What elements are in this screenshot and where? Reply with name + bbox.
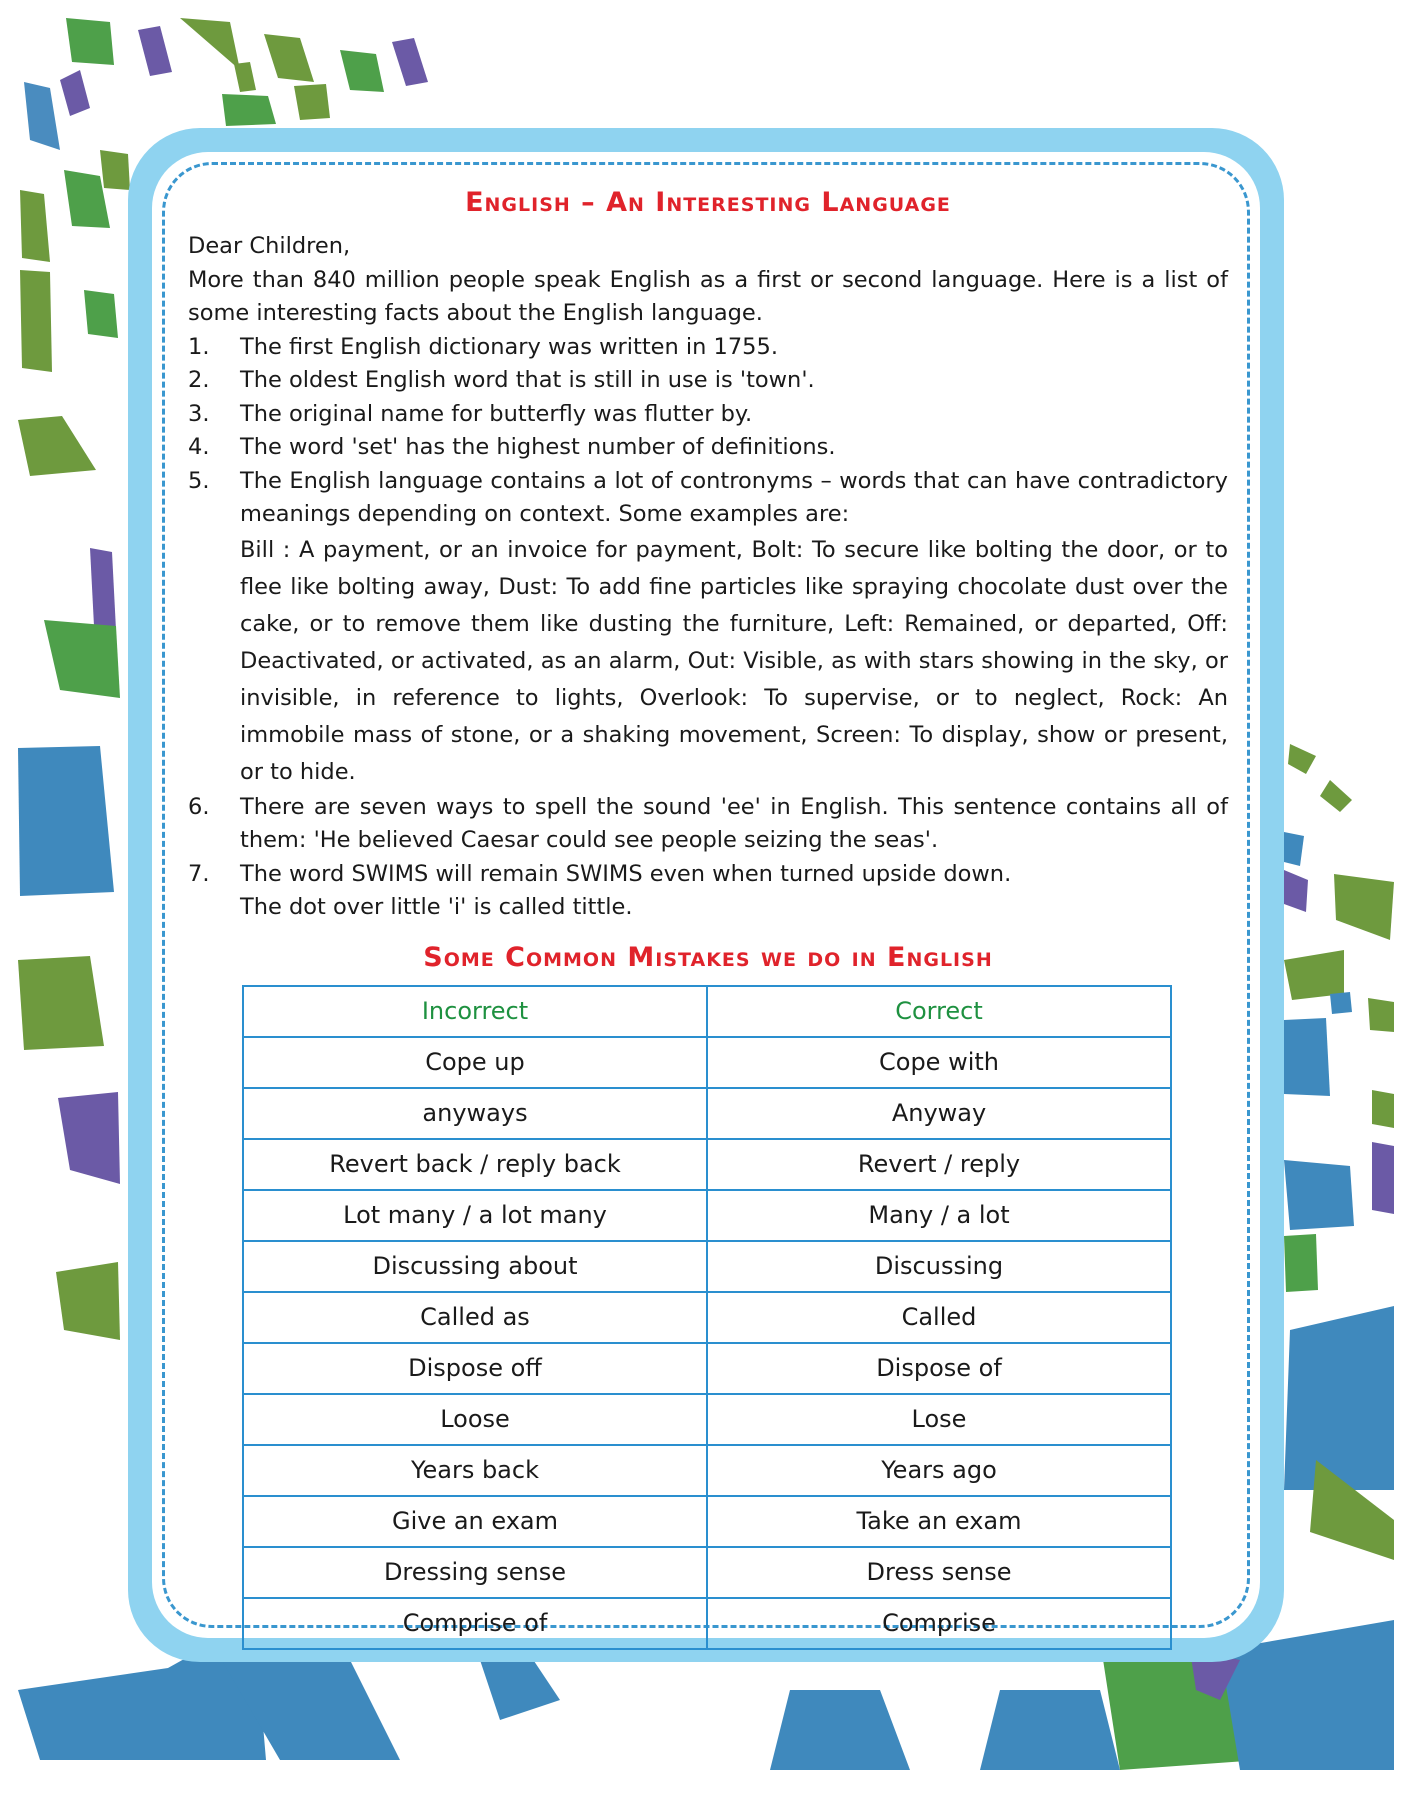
correct-cell: Called	[707, 1292, 1171, 1343]
incorrect-cell: Comprise of	[243, 1598, 707, 1649]
table-row	[243, 1037, 1171, 1088]
incorrect-cell: Loose	[243, 1394, 707, 1445]
incorrect-cell: Give an exam	[243, 1496, 707, 1547]
fact-number: 4.	[188, 434, 210, 460]
fact-number: 7.	[188, 860, 210, 887]
contronyms-examples: Bill : A payment, or an invoice for payment, Bolt: To secure like bolting the door, or to flee like bolting away, Dust: To add fine particles like spraying chocolate dust over the cake, or to remove them like dusting the furniture, Left: Remained, or departed, Off: Deactivated, or activated, as an alarm, Out: Visible, as with stars showing in the sky, or invisible, in reference to lights, Overlook: To supervise, or to neglect, Rock: An immobile mass of stone, or a shaking movement, Screen: To display, show or present, or to hide.	[240, 536, 1228, 785]
incorrect-cell: Revert back / reply back	[243, 1139, 707, 1190]
table-header-row	[243, 986, 1171, 1037]
incorrect-cell: Discussing about	[243, 1241, 707, 1292]
fact-text: The word SWIMS will remain SWIMS even when turned upside down.	[240, 860, 1012, 887]
incorrect-cell: Years back	[243, 1445, 707, 1496]
fact-item	[188, 858, 1228, 892]
fact-number: 3.	[188, 400, 210, 427]
table-row	[243, 1139, 1171, 1190]
correct-cell: Many / a lot	[707, 1190, 1171, 1241]
incorrect-cell: anyways	[243, 1088, 707, 1139]
fact-item	[188, 791, 1228, 858]
fact-number: 2.	[188, 367, 210, 393]
incorrect-cell: Called as	[243, 1292, 707, 1343]
table-row	[243, 1088, 1171, 1139]
correct-cell: Cope with	[707, 1037, 1171, 1088]
extra-fact: The dot over little 'i' is called tittle.	[240, 894, 633, 920]
table-row	[243, 1343, 1171, 1394]
fact-number: 6.	[188, 793, 210, 820]
fact-item	[188, 465, 1228, 532]
fact-number: 1.	[188, 333, 210, 360]
fact-text: The oldest English word that is still in use is 'town'.	[240, 367, 815, 393]
fact-item	[188, 364, 1228, 398]
correct-cell: Revert / reply	[707, 1139, 1171, 1190]
mistakes-title: Some Common Mistakes we do in English	[423, 941, 993, 973]
card-inner	[152, 152, 1260, 1638]
correct-cell: Years ago	[707, 1445, 1171, 1496]
table-row	[243, 1496, 1171, 1547]
content-card	[128, 128, 1284, 1662]
fact-item	[188, 431, 1228, 465]
table-row	[243, 1547, 1171, 1598]
incorrect-cell: Cope up	[243, 1037, 707, 1088]
correct-cell: Lose	[707, 1394, 1171, 1445]
card-content	[188, 186, 1228, 1650]
fact-text: There are seven ways to spell the sound 'ee' in English. This sentence contains all of them: 'He believed Caesar could see people seizing the seas'.	[240, 793, 1228, 853]
table-row	[243, 1190, 1171, 1241]
table-row	[243, 1241, 1171, 1292]
incorrect-cell: Lot many / a lot many	[243, 1190, 707, 1241]
correct-cell: Take an exam	[707, 1496, 1171, 1547]
fact-number: 5.	[188, 467, 210, 494]
fact-text: The first English dictionary was written in 1755.	[240, 333, 778, 360]
correct-cell: Comprise	[707, 1598, 1171, 1649]
incorrect-cell: Dressing sense	[243, 1547, 707, 1598]
table-row	[243, 1445, 1171, 1496]
table-row	[243, 1598, 1171, 1649]
page-title: English – An Interesting Language	[465, 187, 951, 218]
correct-cell: Dress sense	[707, 1547, 1171, 1598]
incorrect-cell: Dispose off	[243, 1343, 707, 1394]
table-row	[243, 1394, 1171, 1445]
fact-text: The original name for butterfly was flutter by.	[240, 400, 753, 427]
fact-item	[188, 398, 1228, 432]
table-row	[243, 1292, 1171, 1343]
fact-text: The word 'set' has the highest number of definitions.	[240, 434, 836, 460]
greeting: Dear Children,	[188, 233, 351, 259]
correct-cell: Anyway	[707, 1088, 1171, 1139]
header-incorrect: Incorrect	[243, 986, 707, 1037]
intro-paragraph: More than 840 million people speak English as a first or second language. Here is a list of some interesting facts about the English language.	[188, 266, 1228, 326]
mistakes-table	[242, 985, 1172, 1650]
fact-text: The English language contains a lot of contronyms – words that can have contradictory meanings depending on context. Some examples are:	[240, 467, 1228, 527]
header-correct: Correct	[707, 986, 1171, 1037]
correct-cell: Discussing	[707, 1241, 1171, 1292]
correct-cell: Dispose of	[707, 1343, 1171, 1394]
fact-item	[188, 331, 1228, 365]
